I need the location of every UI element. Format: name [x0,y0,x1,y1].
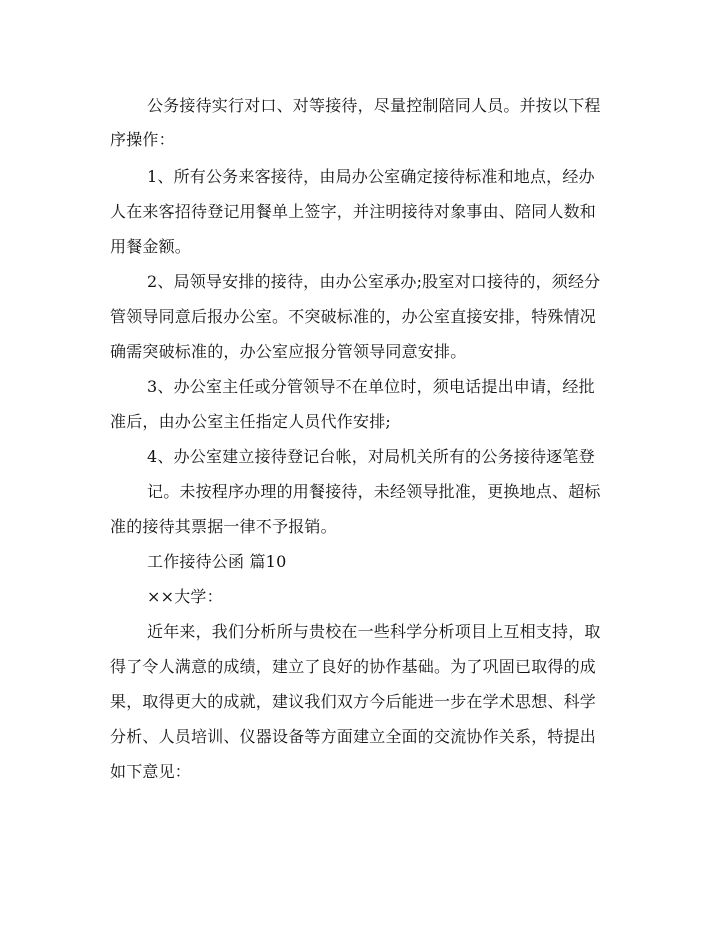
paragraph-line: 得了令人满意的成绩，建立了良好的协作基础。为了巩固已取得的成 [110,657,597,676]
paragraph-line: 记。未按程序办理的用餐接待，未经领导批准，更换地点、超标 [147,482,601,501]
paragraph-line: 准后，由办公室主任指定人员代作安排; [110,412,391,431]
paragraph-line: 果，取得更大的成就，建议我们双方今后能进一步在学术思想、科学 [110,692,597,711]
paragraph-line: 确需突破标准的，办公室应报分管领导同意安排。 [110,342,467,361]
paragraph-line: 2、局领导安排的接待，由办公室承办;股室对口接待的，须经分 [147,272,601,291]
paragraph-line: 4、办公室建立接待登记台帐，对局机关所有的公务接待逐笔登 [147,447,595,466]
salutation: ××大学： [147,587,223,606]
paragraph-line: 序操作： [110,130,175,149]
paragraph-line: 近年来，我们分析所与贵校在一些科学分析项目上互相支持，取 [147,622,601,641]
paragraph-line: 管领导同意后报办公室。不突破标准的，办公室直接安排，特殊情况 [110,307,597,326]
paragraph-line: 用餐金额。 [110,237,192,256]
paragraph-line: 如下意见： [110,762,192,781]
paragraph-line: 1、所有公务来客接待，由局办公室确定接待标准和地点，经办 [147,167,595,186]
paragraph-line: 分析、人员培训、仪器设备等方面建立全面的交流协作关系，特提出 [110,727,597,746]
paragraph-line: 人在来客招待登记用餐单上签字，并注明接待对象事由、陪同人数和 [110,202,597,221]
paragraph-line: 3、办公室主任或分管领导不在单位时，须电话提出申请，经批 [147,377,595,396]
section-heading: 工作接待公函 篇10 [147,552,287,571]
paragraph-line: 准的接待其票据一律不予报销。 [110,517,337,536]
paragraph-line: 公务接待实行对口、对等接待，尽量控制陪同人员。并按以下程 [147,96,601,115]
